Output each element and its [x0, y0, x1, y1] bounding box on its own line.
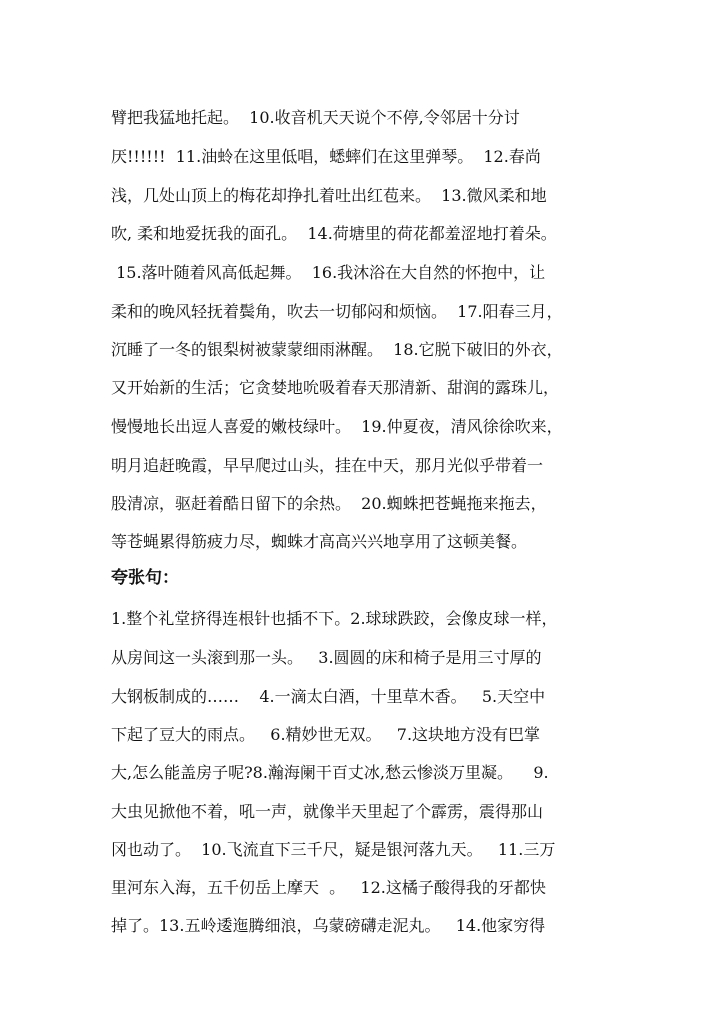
- text-line: 掉了。13.五岭逶迤腾细浪，乌蒙磅礴走泥丸。 14.他家穷得: [111, 916, 546, 935]
- text-line: 臂把我猛地托起。 10.收音机天天说个不停,令邻居十分讨: [111, 108, 520, 127]
- section-heading: 夸张句：: [111, 568, 179, 588]
- text-line: 明月追赶晚霞，早早爬过山头，挂在中天，那月光似乎带着一: [111, 456, 544, 475]
- text-line: 又开始新的生活；它贪婪地吮吸着春天那清新、甜润的露珠儿，: [111, 378, 560, 397]
- text-line: 里河东入海，五千仞岳上摩天 。 12.这橘子酸得我的牙都快: [111, 878, 546, 897]
- text-line: 吹, 柔和地爱抚我的面孔。 14.荷塘里的荷花都羞涩地打着朵。: [111, 224, 557, 243]
- text-line: 等苍蝇累得筋疲力尽，蜘蛛才高高兴兴地享用了这顿美餐。: [111, 532, 528, 551]
- text-line: 大钢板制成的…… 4.一滴太白酒，十里草木香。 5.天空中: [111, 687, 546, 706]
- text-line: 大虫见掀他不着，吼一声，就像半天里起了个霹雳，震得那山: [111, 802, 544, 821]
- text-line: 沉睡了一冬的银梨树被蒙蒙细雨淋醒。 18.它脱下破旧的外衣，: [111, 340, 563, 359]
- text-line: 大,怎么能盖房子呢?8.瀚海阑干百丈冰,愁云惨淡万里凝。 9.: [111, 763, 549, 782]
- text-line: 柔和的晚风轻抚着鬓角，吹去一切郁闷和烦恼。 17.阳春三月，: [111, 302, 563, 321]
- text-line: 厌!!!!!! 11.油蛉在这里低唱，蟋蟀们在这里弹琴。 12.春尚: [111, 147, 541, 166]
- text-line: 15.落叶随着风高低起舞。 16.我沐浴在大自然的怀抱中，让: [111, 263, 546, 282]
- text-line: 浅，几处山顶上的梅花却挣扎着吐出红苞来。 13.微风柔和地: [111, 186, 547, 205]
- text-line: 1.整个礼堂挤得连根针也插不下。2.球球跌跤，会像皮球一样，: [111, 609, 558, 628]
- text-line: 下起了豆大的雨点。 6.精妙世无双。 7.这块地方没有巴掌: [111, 725, 541, 744]
- text-line: 股清凉，驱赶着酷日留下的余热。 20.蜘蛛把苍蝇拖来拖去，: [111, 494, 547, 513]
- text-line: 慢慢地长出逗人喜爱的嫩枝绿叶。 19.仲夏夜，清风徐徐吹来，: [111, 417, 563, 436]
- text-line: 从房间这一头滚到那一头。 3.圆圆的床和椅子是用三寸厚的: [111, 648, 542, 667]
- text-line: 冈也动了。 10.飞流直下三千尺，疑是银河落九天。 11.三万: [111, 840, 556, 859]
